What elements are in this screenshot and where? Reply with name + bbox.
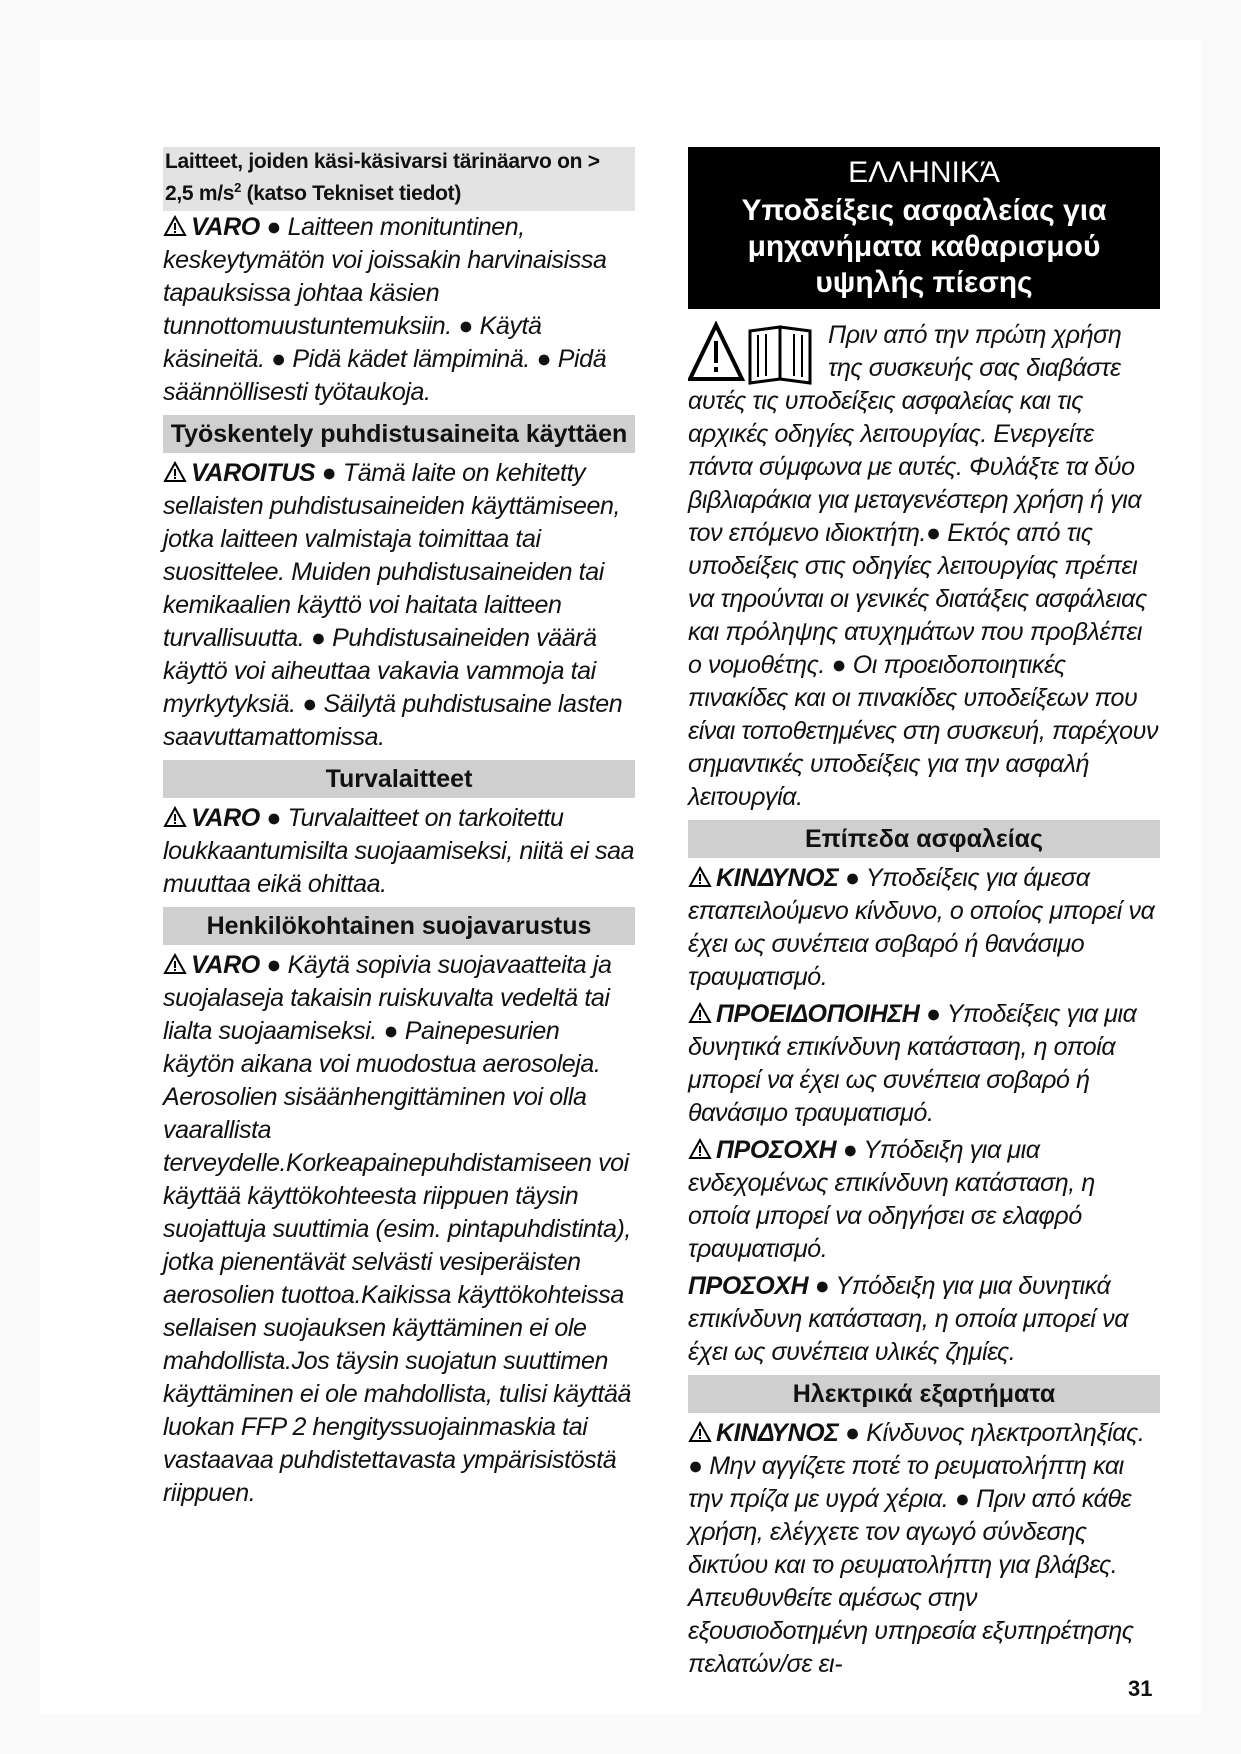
language-title-block [688, 147, 1160, 309]
warning-triangle-icon [163, 215, 187, 237]
intro-paragraph: Πριν από την πρώτη χρήση της συσκευής σας διαβάστε αυτές τις υποδείξεις ασφαλείας και τις αρχικές οδηγίες λειτουργίας. Ενεργείτε πάντα σύμφωνα με αυτές. Φυλάξτε τα δύο βιβλιαράκια για μεταγενέστερη χρήση ή για τον επόμενο ιδιοκτήτη.● Εκτός από τις υποδείξεις στις οδηγίες λειτουργίας πρέπει να τηρούνται οι γενικές διατάξεις ασφάλειας και πρόληψης ατυχημάτων που προβλέπει ο νομοθέτης. ● Οι προειδοποιητικές πινακίδες και οι πινακίδες υποδείξεων που είναι τοποθετημένες στη συσκευή, παρέχουν σημαντικές υποδείξεις για την ασφαλή λειτουργία. [688, 321, 1159, 811]
warning-paragraph: VAROITUS ● Tämä laite on kehitetty sellaisten puhdistusaineiden käyttämiseen, jotka laitteen valmistaja toimittaa tai suosittelee. Muiden puhdistusaineiden tai kemikaalien käyttö voi haitata laitteen turvallisuutta. ● Puhdistusaineiden väärä käyttö voi aiheuttaa vakavia vammoja tai myrkytyksiä. ● Säilytä puhdistusaine lasten saavuttamattomissa. [163, 459, 623, 751]
electrical-danger-paragraph: ΚΙΝΔΥΝΟΣ ● Κίνδυνος ηλεκτροπληξίας. ● Μην αγγίζετε ποτέ το ρευματολήπτη και την πρίζα με υγρά χέρια. ● Πριν από κάθε χρήση, ελέγχετε τον αγωγό σύνδεσης δικτύου και το ρευματολήπτη για βλάβες. Απευθυνθείτε αμέσως στην εξουσιοδοτημένη υπηρεσία εξυπηρέτησης πελατών/σε ει- [688, 1419, 1145, 1678]
warning-triangle-icon [688, 1002, 712, 1024]
warning-triangle-icon [688, 866, 712, 888]
left-column [163, 147, 635, 1514]
warning-triangle-icon [688, 1421, 712, 1443]
language-title: ΕΛΛΗΝΙΚΆ [848, 156, 1000, 189]
notice-level-paragraph: ΠΡΟΣΟΧΗ ● Υπόδειξη για μια δυνητικά επικίνδυνη κατάσταση, η οποία μπορεί να έχει ως συνέπεια υλικές ζημίες. [688, 1272, 1129, 1366]
right-column [688, 147, 1160, 1685]
warning-triangle-icon [163, 461, 187, 483]
section-heading-safety-devices: Turvalaitteet [163, 760, 635, 798]
document-title: Υποδείξεις ασφαλείας για μηχανήματα καθαρισμού υψηλής πίεσης [741, 194, 1107, 299]
caution-level-paragraph: ΠΡΟΣΟΧΗ ● Υπόδειξη για μια ενδεχομένως επικίνδυνη κατάσταση, η οποία μπορεί να οδηγήσει σε ελαφρό τραυματισμό. [688, 1136, 1095, 1263]
caution-paragraph-safety-devices: VARO ● Turvalaitteet on tarkoitettu loukkaantumisilta suojaamiseksi, niitä ei saa muuttaa eikä ohittaa. [163, 804, 635, 898]
caution-paragraph: VARO ● Laitteen monituntinen, keskeytymätön voi joissakin harvinaisissa tapauksissa johtaa käsien tunnottomuustuntemuksiin. ● Käytä käsineitä. ● Pidä kädet lämpiminä. ● Pidä säännöllisesti työtaukoja. [163, 213, 607, 406]
danger-paragraph: ΚΙΝΔΥΝΟΣ ● Υποδείξεις για άμεσα επαπειλούμενο κίνδυνο, ο οποίος μπορεί να έχει ως συνέπεια σοβαρό ή θανάσιμο τραυματισμό. [688, 864, 1155, 991]
warning-triangle-icon [163, 953, 187, 975]
section-heading-electrical-components: Ηλεκτρικά εξαρτήματα [688, 1375, 1160, 1413]
warning-triangle-icon [688, 1138, 712, 1160]
section-heading-cleaning-agents: Työskentely puhdistusaineita käyttäen [163, 415, 635, 453]
intro-block [688, 319, 1160, 814]
page-number: 31 [1128, 1676, 1153, 1701]
warning-triangle-icon [163, 806, 187, 828]
page [40, 40, 1201, 1714]
section-heading-protective-equipment: Henkilökohtainen suojavarustus [163, 907, 635, 945]
manual-book-icon [688, 321, 818, 385]
warning-level-paragraph: ΠΡΟΕΙΔΟΠΟΙΗΣΗ ● Υποδείξεις για μια δυνητικά επικίνδυνη κατάσταση, η οποία μπορεί να έχει ως συνέπεια σοβαρό ή θανάσιμο τραυματισμό. [688, 1000, 1137, 1127]
vibration-note: Laitteet, joiden käsi-käsivarsi tärinäarvo on > 2,5 $m/s^2$ (katso Tekniset tiedot) [163, 147, 635, 211]
section-heading-safety-levels: Επίπεδα ασφαλείας [688, 820, 1160, 858]
caution-paragraph-protective-equipment: VARO ● Käytä sopivia suojavaatteita ja suojalaseja takaisin ruiskuvalta vedeltä tai lialta suojaamiseksi. ● Painepesurien käytön aikana voi muodostua aerosoleja. Aerosolien sisäänhengittäminen voi olla vaarallista terveydelle.Korkeapainepuhdistamiseen voi käyttää käyttökohteesta riippuen täysin suojattuja suuttimia (esim. pintapuhdistinta), jotka pienentävät selvästi vesiperäisten aerosolien tuottoa.Kaikissa käyttökohteissa sellaisen suojauksen käyttäminen ei ole mahdollista.Jos täysin suojatun suuttimen käyttäminen ei ole mahdollista, tulisi käyttää luokan FFP 2 hengityssuojainmaskia tai vastaavaa puhdistettavasta ympärisistöstä riippuen. [163, 951, 631, 1507]
